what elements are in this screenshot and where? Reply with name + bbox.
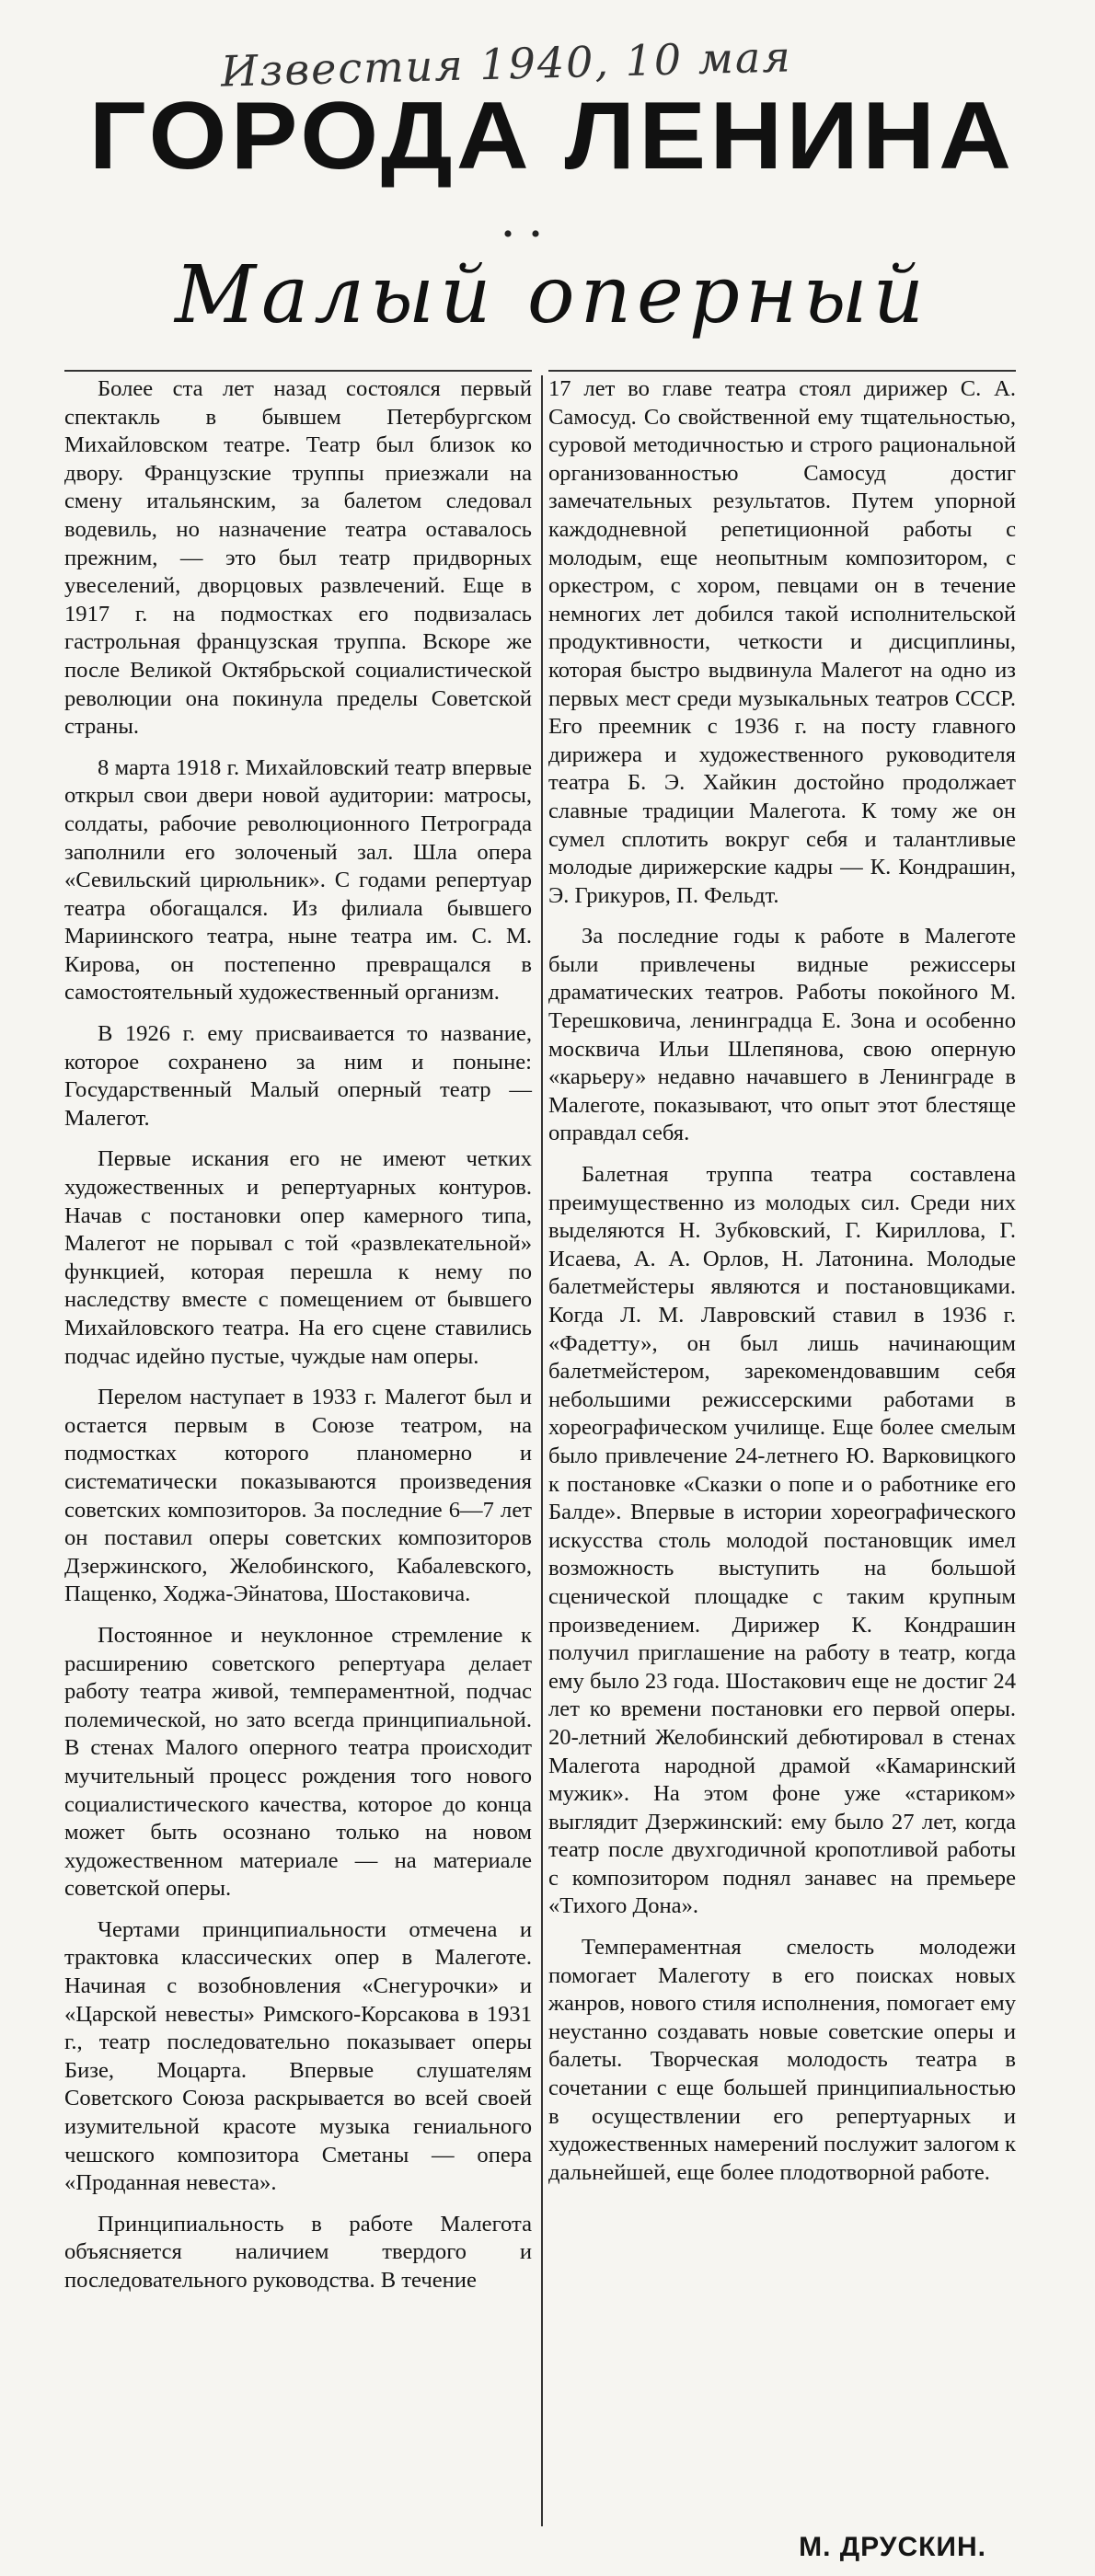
handwritten-note: Известия 1940, 10 мая: [220, 31, 793, 97]
article-column-left: [64, 375, 532, 2295]
headline-ornament: • •: [502, 219, 547, 249]
article-title: Малый оперный: [174, 249, 930, 341]
paragraph: Балетная труппа театра составлена преимущественно из молодых сил. Среди них выделяются Н. Зубковский, Г. Кириллова, Г. Исаева, А. А. Орлов, Н. Латонина. Молодые балетмейстеры являются и постановщиками. Когда Л. М. Лавровский ставил в 1936 г. «Фадетту», он был лишь начинающим балетмейстером, зарекомендовавшим себя небольшими режиссерскими работами в хореографическом училище. Еще более смелым было привлечение 24-летнего Ю. Варковицкого к постановке «Сказки о попе и о работнике его Балде». Впервые в истории хореографического искусства столь молодой постановщик имел возможность выступить на большой сценической площадке с таким крупным произведением. Дирижер К. Кондрашин получил приглашение на работу в театр, когда ему было 23 года. Шостакович еще не достиг 24 лет ко времени постановки его первой оперы. 20-летний Желобинский дебютировал в стенах Малегота народной драмой «Камаринский мужик». На этом фоне уже «стариком» выглядит Дзержинский: ему было 27 лет, когда театр после двухгодичной кропотливой работы с композитором поднял занавес на премьере «Тихого Дона».: [548, 1162, 1016, 1919]
paragraph: 8 марта 1918 г. Михайловский театр впервые открыл свои двери новой аудитории: матросы, солдаты, рабочие революционного Петрограда заполнили его золоченый зал. Шла опера «Севильский цирюльник». С годами репертуар театра обогащался. Из филиала бывшего Мариинского театра, ныне театра им. С. М. Кирова, он постепенно превращался в самостоятельный художественный организм.: [64, 754, 532, 1006]
paragraph: Принципиальность в работе Малегота объясняется наличием твердого и последовательного руководства. В течение: [64, 2211, 532, 2293]
article-column-right: [548, 375, 1016, 2187]
author-signature: М. ДРУСКИН.: [799, 2532, 986, 2562]
page-headline: ГОРОДА ЛЕНИНА: [88, 83, 1016, 190]
paragraph: Перелом наступает в 1933 г. Малегот был и остается первым в Союзе театром, на подмостках которого планомерно и систематически показываются произведения советских композиторов. За последние 6—7 лет он поставил оперы советских композиторов Дзержинского, Желобинского, Кабалевского, Пащенко, Ходжа-Эйнатова, Шостаковича.: [64, 1385, 532, 1607]
paragraph: 17 лет во главе театра стоял дирижер С. А. Самосуд. Со свойственной ему тщательностью, суровой методичностью и строго рациональной организованностью Самосуд достиг замечательных результатов. Путем упорной каждодневной репетиционной работы с молодым, еще неопытным композитором, с оркестром, с хором, певцами он в течение немногих лет добился такой исполнительской продуктивности, четкости и дисциплины, которая быстро выдвинула Малегот на одно из первых мест среди музыкальных театров СССР. Его преемник с 1936 г. на посту главного дирижера и художественного руководителя театра Б. Э. Хайкин достойно продолжает славные традиции Малегота. К тому же он сумел сплотить вокруг себя и талантливые молодые дирижерские кадры — К. Кондрашин, Э. Грикуров, П. Фельдт.: [548, 376, 1016, 908]
paragraph: Более ста лет назад состоялся первый спектакль в бывшем Петербургском Михайловском театре. Театр был близок ко двору. Французские труппы приезжали на смену итальянским, за балетом следовал водевиль, но назначение театра оставалось прежним, — это был театр придворных увеселений, дворцовых развлечений. Еще в 1917 г. на подмостках его подвизалась гастрольная французская труппа. Вскоре же после Великой Октябрьской социалистической революции она покинула пределы Советской страны.: [64, 376, 532, 740]
column-divider: [541, 375, 543, 2526]
paragraph: Постоянное и неуклонное стремление к расширению советского репертуара делает работу театра живой, темпераментной, подчас полемической, но зато всегда принципиальной. В стенах Малого оперного театра происходит мучительный процесс рождения того нового социалистического качества, которое до конца может быть осознано только на новом художественном материале — на материале советской оперы.: [64, 1622, 532, 1902]
paragraph: Темпераментная смелость молодежи помогает Малеготу в его поисках новых жанров, нового стиля исполнения, помогает ему неустанно создавать новые советские оперы и балеты. Творческая молодость театра в сочетании с еще большей принципиальностью в осуществлении его репертуарных и художественных намерений послужит залогом к дальнейшей, еще более плодотворной работе.: [548, 1935, 1016, 2185]
paragraph: Первые искания его не имеют четких художественных и репертуарных контуров. Начав с постановки опер камерного типа, Малегот не порывал с той «развлекательной» функцией, которая перешла к нему по наследству вместе с помещением от бывшего Михайловского театра. На его сцене ставились подчас идейно пустые, чуждые нам оперы.: [64, 1146, 532, 1369]
top-rule-left: [64, 370, 532, 372]
paragraph: За последние годы к работе в Малеготе были привлечены видные режиссеры драматических театров. Работы покойного М. Терешковича, ленинградца Е. Зона и особенно москвича Ильи Шлепянова, свою оперную «карьеру» недавно начавшего в Ленинграде в Малеготе, показывают, что опыт этот блестяще оправдал себя.: [548, 924, 1016, 1146]
top-rule-right: [548, 370, 1016, 372]
paragraph: В 1926 г. ему присваивается то название, которое сохранено за ним и поныне: Государственный Малый оперный театр — Малегот.: [64, 1021, 532, 1131]
paragraph: Чертами принципиальности отмечена и трактовка классических опер в Малеготе. Начиная с возобновления «Снегурочки» и «Царской невесты» Римского-Корсакова в 1931 г., театр последовательно показывает оперы Бизе, Моцарта. Впервые слушателям Советского Союза раскрывается во всей своей изумительной красоте музыка гениального чешского композитора Сметаны — опера «Проданная невеста».: [64, 1916, 532, 2196]
